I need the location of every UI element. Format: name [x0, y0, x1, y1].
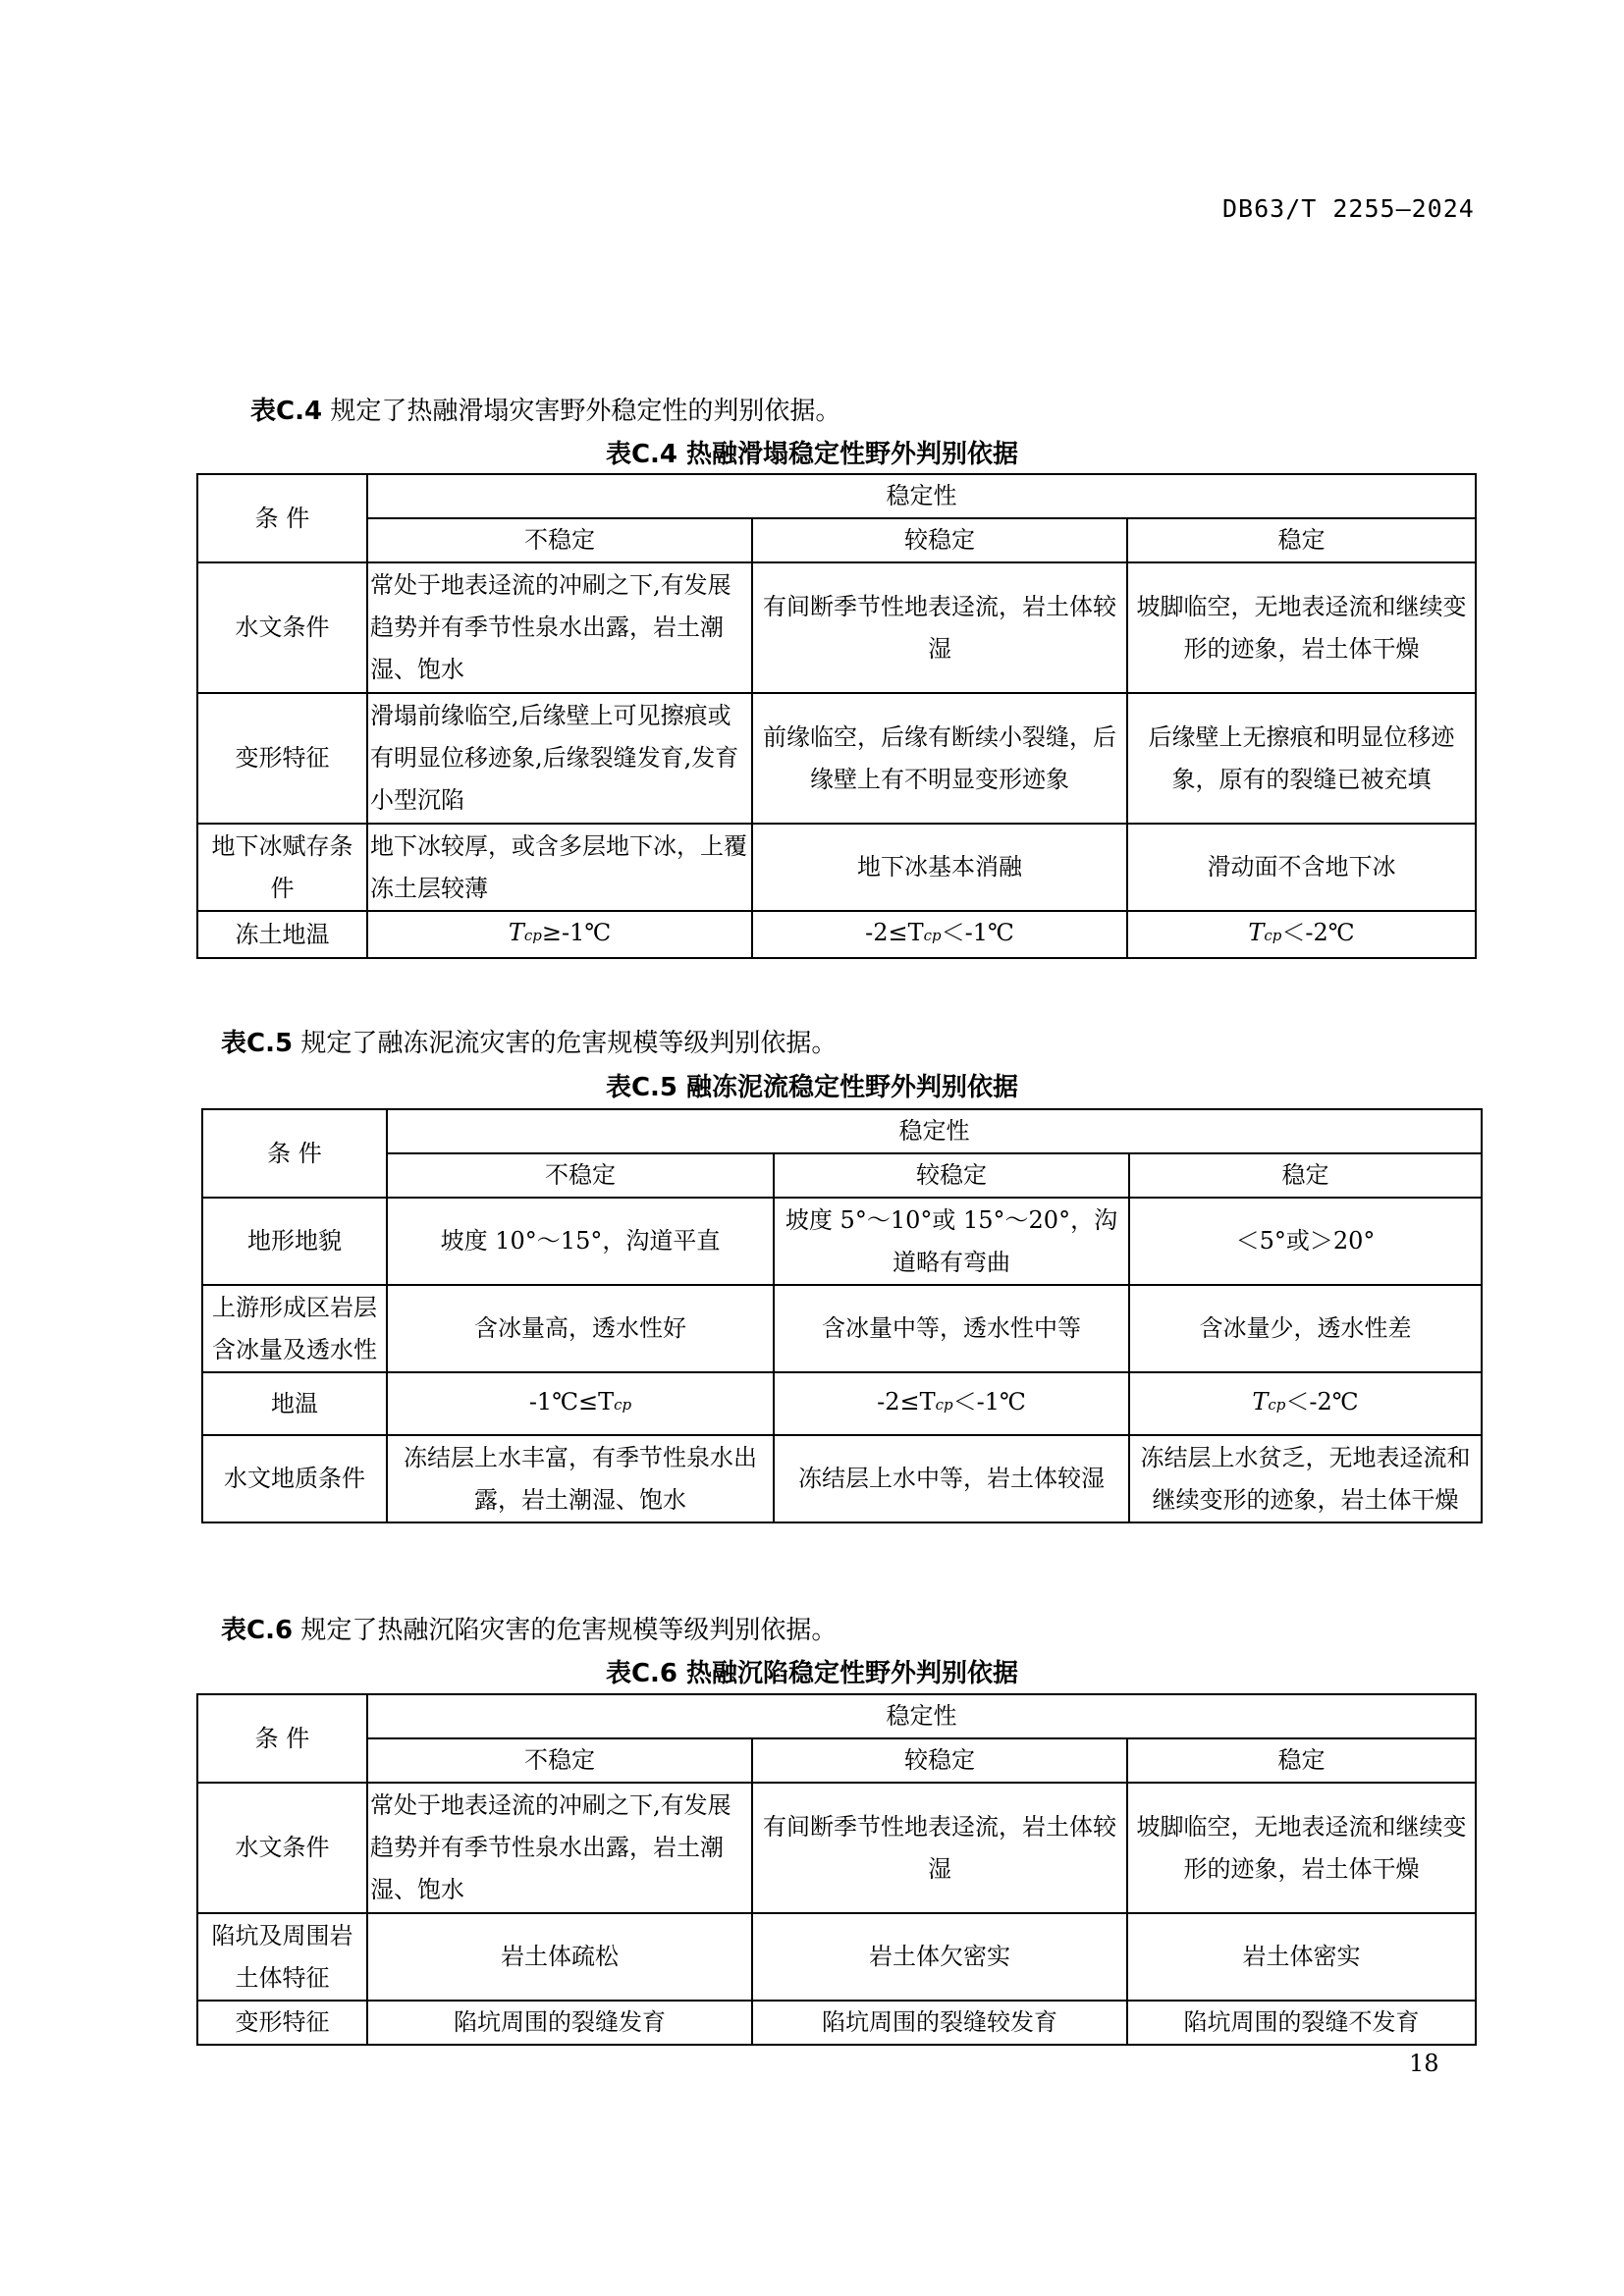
row-label: 变形特征: [197, 2001, 367, 2045]
less-stable-cell: 坡度 5°～10°或 15°～20°，沟道略有弯曲: [774, 1198, 1129, 1285]
c5-intro-text: 规定了融冻泥流灾害的危害规模等级判别依据。: [293, 1029, 838, 1058]
c6-stable-header: 稳定: [1127, 1738, 1476, 1783]
stable-cell: 坡脚临空，无地表迳流和继续变形的迹象，岩土体干燥: [1127, 1783, 1476, 1913]
c5-intro-label: 表C.5: [221, 1029, 294, 1058]
table-row: [202, 1435, 1482, 1522]
row-label: 变形特征: [197, 693, 367, 824]
unstable-cell: 岩土体疏松: [367, 1913, 752, 2001]
c6-less-stable-header: 较稳定: [752, 1738, 1127, 1783]
unstable-cell: 陷坑周围的裂缝发育: [367, 2001, 752, 2045]
unstable-cell: 常处于地表迳流的冲刷之下,有发展趋势并有季节性泉水出露，岩土潮湿、饱水: [367, 1783, 752, 1913]
table-row: [197, 911, 1476, 958]
row-label: 水文条件: [197, 562, 367, 693]
stable-cell: 冻结层上水贫乏，无地表迳流和继续变形的迹象，岩土体干燥: [1129, 1435, 1482, 1522]
less-stable-cell: 岩土体欠密实: [752, 1913, 1127, 2001]
less-stable-cell: -2≤Tcp＜-1℃: [752, 911, 1127, 958]
row-label: 地形地貌: [202, 1198, 387, 1285]
c4-intro-text: 规定了热融滑塌灾害野外稳定性的判别依据。: [322, 397, 841, 426]
unstable-cell: 坡度 10°～15°，沟道平直: [387, 1198, 774, 1285]
c6-unstable-header: 不稳定: [367, 1738, 752, 1783]
less-stable-cell: 含冰量中等，透水性中等: [774, 1285, 1129, 1372]
row-label: 上游形成区岩层含冰量及透水性: [202, 1285, 387, 1372]
c5-intro: [221, 1023, 837, 1059]
stable-cell: Tcp＜-2℃: [1127, 911, 1476, 958]
table-row: [202, 1285, 1482, 1372]
stable-cell: 陷坑周围的裂缝不发育: [1127, 2001, 1476, 2045]
c4-stable-header: 稳定: [1127, 518, 1476, 562]
less-stable-cell: 冻结层上水中等，岩土体较湿: [774, 1435, 1129, 1522]
c5-title: 表C.5 融冻泥流稳定性野外判别依据: [605, 1073, 1019, 1102]
c4-title: 表C.4 热融滑塌稳定性野外判别依据: [605, 440, 1019, 469]
table-c6: [196, 1693, 1477, 2046]
row-label: 水文地质条件: [202, 1435, 387, 1522]
table-c5: [201, 1108, 1483, 1523]
table-row: [197, 2001, 1476, 2045]
stable-cell: 坡脚临空，无地表迳流和继续变形的迹象，岩土体干燥: [1127, 562, 1476, 693]
less-stable-cell: 地下冰基本消融: [752, 824, 1127, 911]
row-label: 冻土地温: [197, 911, 367, 958]
c6-condition-header: 条 件: [197, 1694, 367, 1783]
c4-intro: [250, 391, 840, 427]
c6-intro-text: 规定了热融沉陷灾害的危害规模等级判别依据。: [293, 1616, 838, 1645]
c6-title: 表C.6 热融沉陷稳定性野外判别依据: [605, 1659, 1019, 1688]
stable-cell: ＜5°或＞20°: [1129, 1198, 1482, 1285]
row-label: 水文条件: [197, 1783, 367, 1913]
c6-intro-label: 表C.6: [221, 1616, 294, 1645]
unstable-cell: 滑塌前缘临空,后缘壁上可见擦痕或有明显位移迹象,后缘裂缝发育,发育小型沉陷: [367, 693, 752, 824]
c5-stability-header: 稳定性: [387, 1109, 1482, 1153]
table-row: [202, 1372, 1482, 1435]
c6-stability-header: 稳定性: [367, 1694, 1476, 1738]
less-stable-cell: 前缘临空，后缘有断续小裂缝，后缘壁上有不明显变形迹象: [752, 693, 1127, 824]
unstable-cell: 冻结层上水丰富，有季节性泉水出露，岩土潮湿、饱水: [387, 1435, 774, 1522]
document-code: DB63/T 2255—2024: [1222, 194, 1475, 223]
table-row: [197, 562, 1476, 693]
table-row: [197, 1913, 1476, 2001]
c4-intro-label: 表C.4: [250, 397, 323, 426]
c4-stability-header: 稳定性: [367, 474, 1476, 518]
c4-less-stable-header: 较稳定: [752, 518, 1127, 562]
row-label: 地下冰赋存条件: [197, 824, 367, 911]
table-c4: [196, 473, 1477, 959]
stable-cell: 岩土体密实: [1127, 1913, 1476, 2001]
table-row: [197, 693, 1476, 824]
table-row: [197, 824, 1476, 911]
unstable-cell: 常处于地表迳流的冲刷之下,有发展趋势并有季节性泉水出露，岩土潮湿、饱水: [367, 562, 752, 693]
row-label: 陷坑及周围岩土体特征: [197, 1913, 367, 2001]
less-stable-cell: 有间断季节性地表迳流，岩土体较湿: [752, 562, 1127, 693]
table-row: [202, 1198, 1482, 1285]
c6-intro: [221, 1610, 837, 1646]
c4-unstable-header: 不稳定: [367, 518, 752, 562]
unstable-cell: 地下冰较厚，或含多层地下冰，上覆冻土层较薄: [367, 824, 752, 911]
stable-cell: 含冰量少，透水性差: [1129, 1285, 1482, 1372]
stable-cell: 滑动面不含地下冰: [1127, 824, 1476, 911]
c5-condition-header: 条 件: [202, 1109, 387, 1198]
c4-condition-header: 条 件: [197, 474, 367, 562]
c5-less-stable-header: 较稳定: [774, 1153, 1129, 1198]
c5-stable-header: 稳定: [1129, 1153, 1482, 1198]
table-row: [197, 1783, 1476, 1913]
unstable-cell: 含冰量高，透水性好: [387, 1285, 774, 1372]
unstable-cell: -1℃≤Tcp: [387, 1372, 774, 1435]
less-stable-cell: -2≤Tcp＜-1℃: [774, 1372, 1129, 1435]
row-label: 地温: [202, 1372, 387, 1435]
unstable-cell: Tcp≥-1℃: [367, 911, 752, 958]
stable-cell: 后缘壁上无擦痕和明显位移迹象，原有的裂缝已被充填: [1127, 693, 1476, 824]
c5-unstable-header: 不稳定: [387, 1153, 774, 1198]
page-number: 18: [1409, 2050, 1439, 2077]
stable-cell: Tcp＜-2℃: [1129, 1372, 1482, 1435]
less-stable-cell: 有间断季节性地表迳流，岩土体较湿: [752, 1783, 1127, 1913]
less-stable-cell: 陷坑周围的裂缝较发育: [752, 2001, 1127, 2045]
